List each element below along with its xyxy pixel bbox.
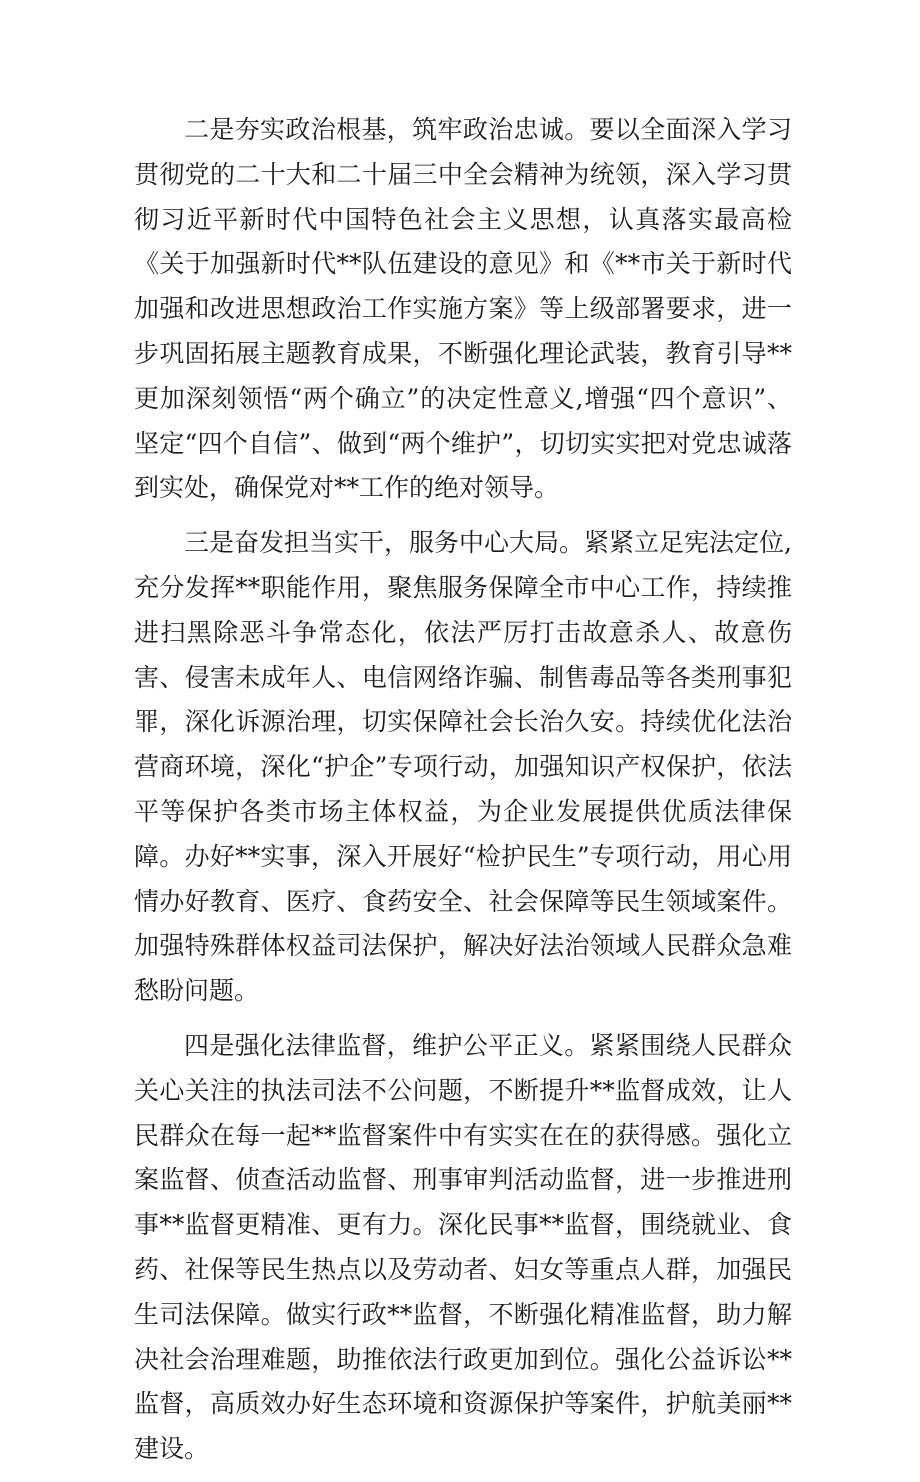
document-body (134, 108, 792, 1482)
paragraph-serve-central-work: 三是奋发担当实干，服务中心大局。紧紧立足宪法定位,充分发挥**职能作用，聚焦服务保障全市中心工作，持续推进扫黑除恶斗争常态化，依法严厉打击故意杀人、故意伤害、侵害未成年人、电信网络诈骗、制售毒品等各类刑事犯罪，深化诉源治理，切实保障社会长治久安。持续优化法治营商环境，深化“护企”专项行动，加强知识产权保护，依法平等保护各类市场主体权益，为企业发展提供优质法律保障。办好**实事，深入开展好“检护民生”专项行动，用心用情办好教育、医疗、食药安全、社会保障等民生领域案件。加强特殊群体权益司法保护，解决好法治领域人民群众急难愁盼问题。 (134, 528, 792, 1006)
paragraph-political-foundation: 二是夯实政治根基，筑牢政治忠诚。要以全面深入学习贯彻党的二十大和二十届三中全会精神为统领，深入学习贯彻习近平新时代中国特色社会主义思想，认真落实最高检《关于加强新时代**队伍建设的意见》和《**市关于新时代加强和改进思想政治工作实施方案》等上级部署要求，进一步巩固拓展主题教育成果，不断强化理论武装，教育引导**更加深刻领悟“两个确立”的决定性意义,增强“四个意识”、坚定“四个自信”、做到“两个维护”，切切实实把对党忠诚落到实处，确保党对**工作的绝对领导。 (134, 115, 792, 503)
paragraph-legal-supervision: 四是强化法律监督，维护公平正义。紧紧围绕人民群众关心关注的执法司法不公问题，不断提升**监督成效，让人民群众在每一起**监督案件中有实实在在的获得感。强化立案监督、侦查活动监督、刑事审判活动监督，进一步推进刑事**监督更精准、更有力。深化民事**监督，围绕就业、食药、社保等民生热点以及劳动者、妇女等重点人群，加强民生司法保障。做实行政**监督，不断强化精准监督，助力解决社会治理难题，助推依法行政更加到位。强化公益诉讼**监督，高质效办好生态环境和资源保护等案件，护航美丽**建设。 (134, 1030, 792, 1464)
